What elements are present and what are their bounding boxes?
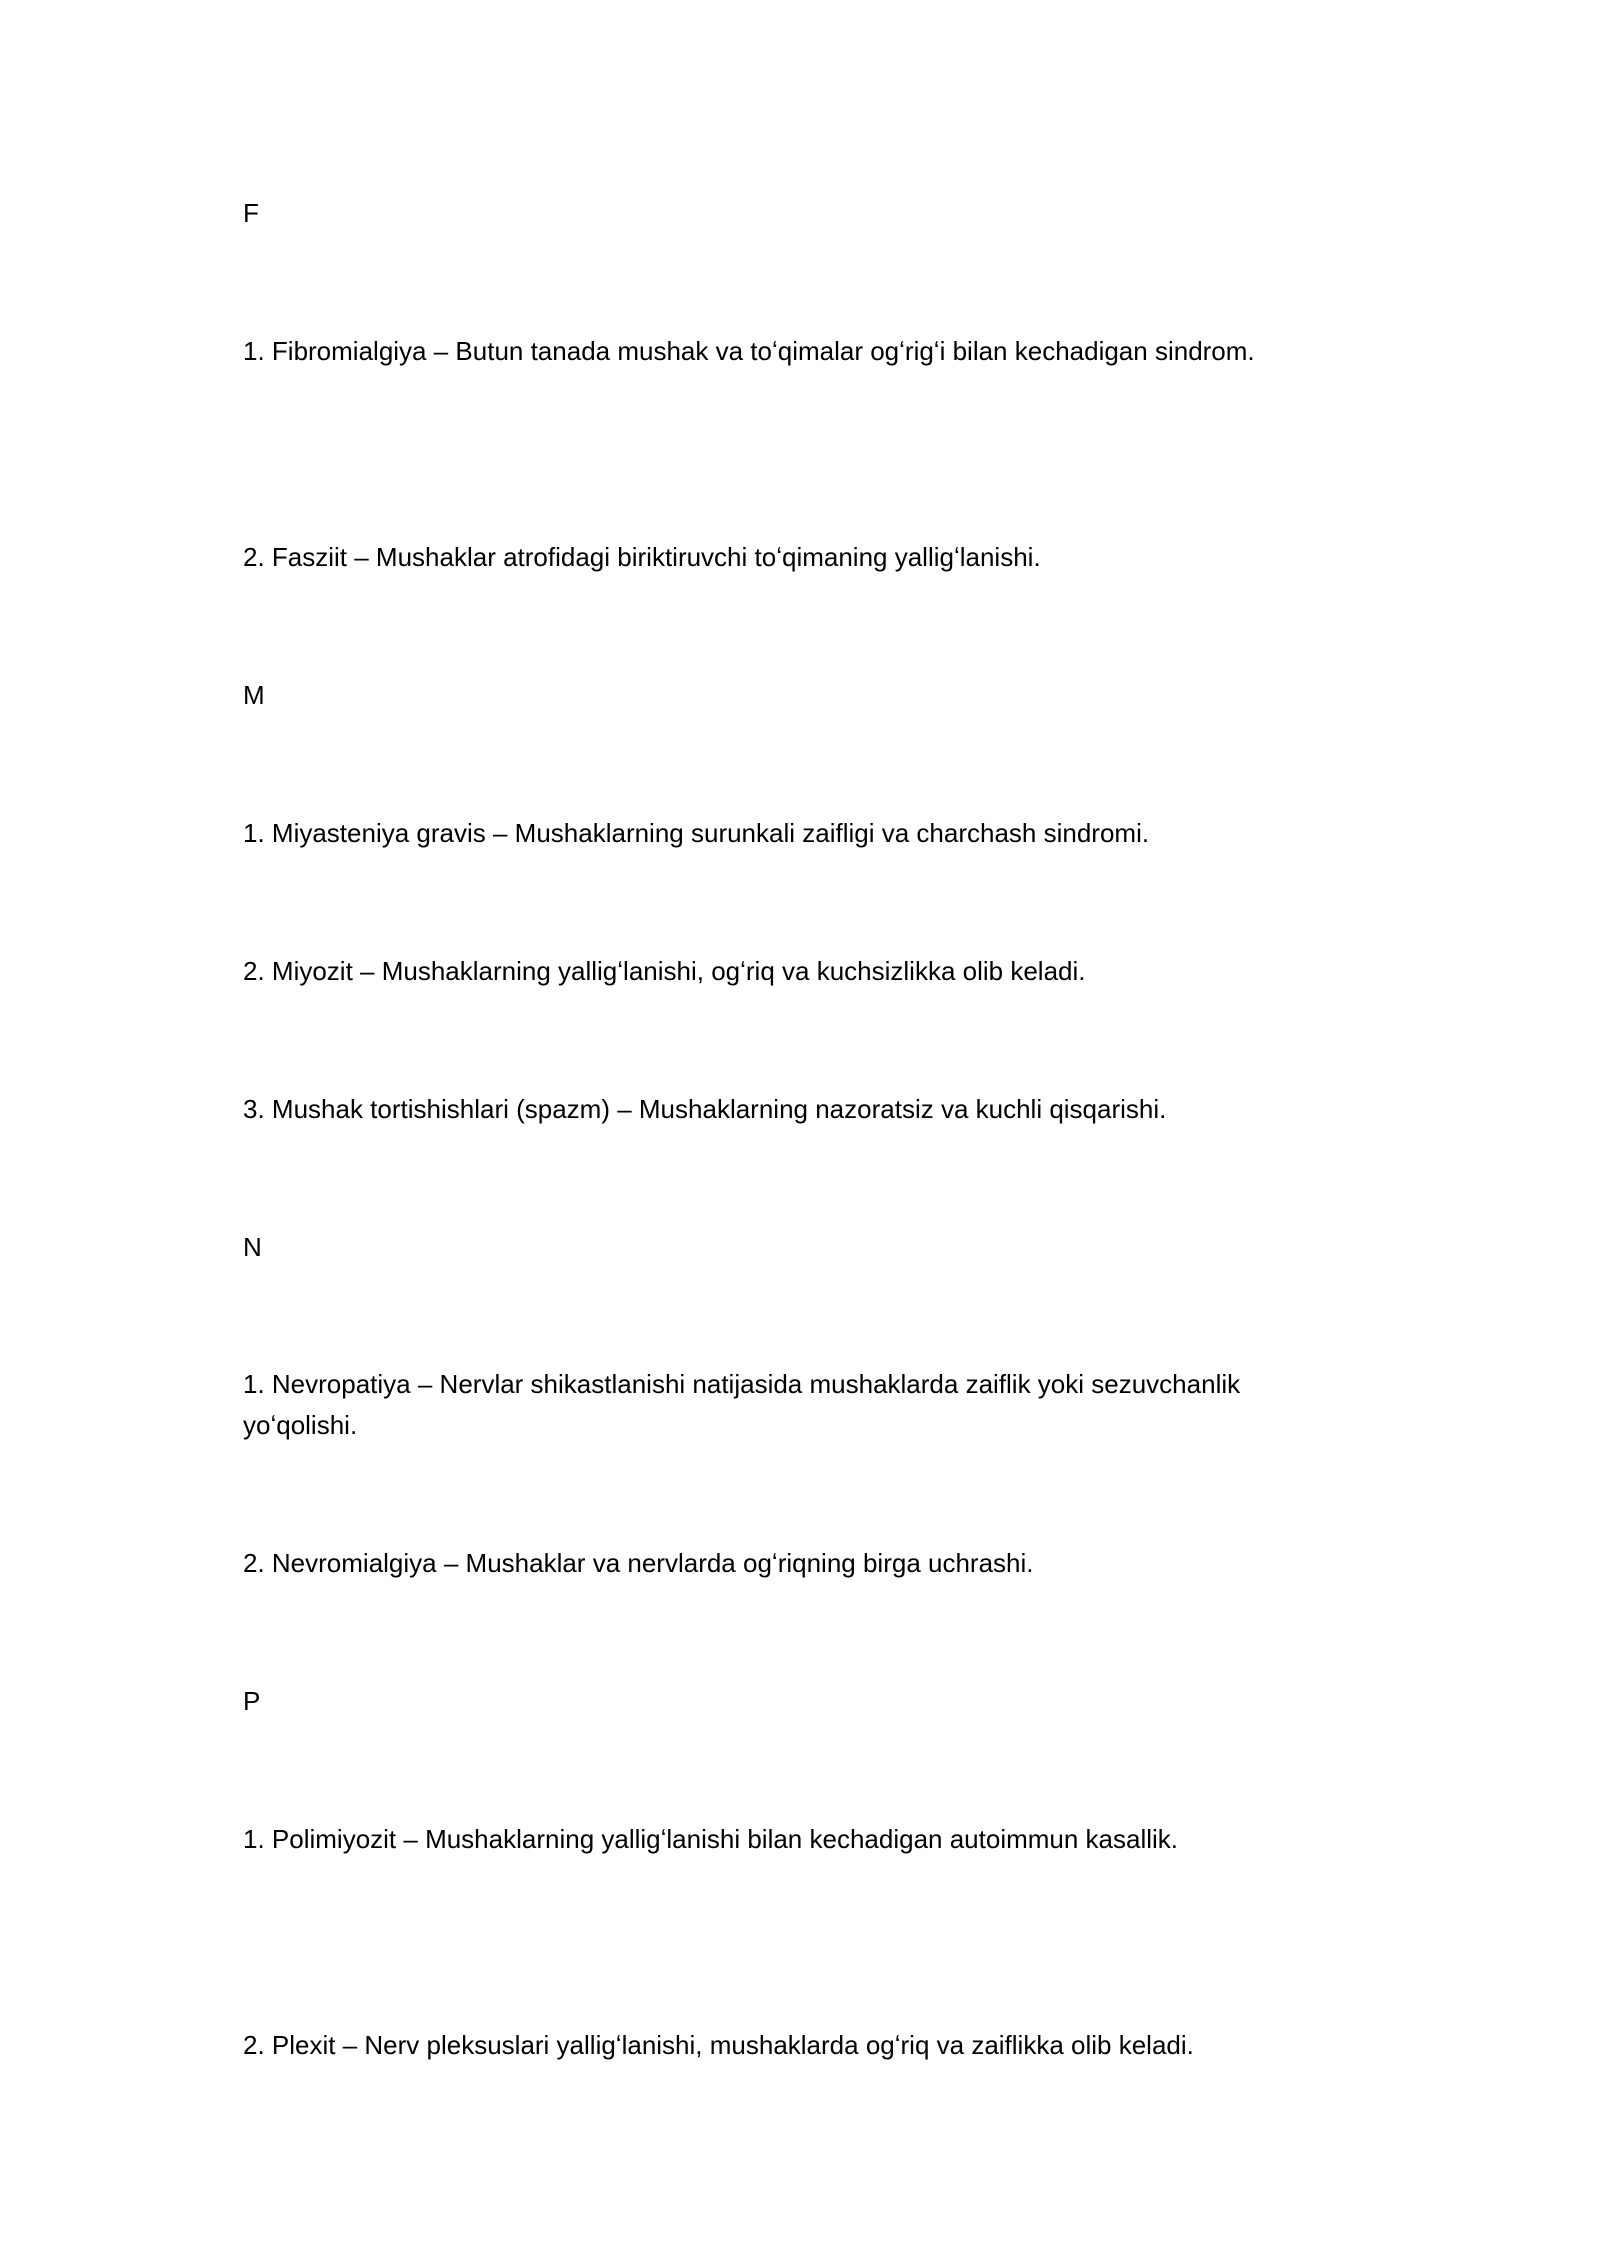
list-item: 1. Fibromialgiya – Butun tanada mushak va toʻqimalar ogʻrigʻi bilan kechadigan sindrom. [243, 336, 1255, 366]
list-item: 2. Fasziit – Mushaklar atrofidagi biriktiruvchi toʻqimaning yalligʻlanishi. [243, 542, 1041, 572]
section-letter-m: M [243, 680, 265, 710]
list-item: 2. Plexit – Nerv pleksuslari yalligʻlanishi, mushaklarda ogʻriq va zaiflikka olib keladi. [243, 2030, 1194, 2060]
section-letter-f: F [243, 198, 259, 228]
list-item: 1. Nevropatiya – Nervlar shikastlanishi natijasida mushaklarda zaiflik yoki sezuvchanlik yoʻqolishi. [243, 1369, 1241, 1440]
list-item: 1. Miyasteniya gravis – Mushaklarning surunkali zaifligi va charchash sindromi. [243, 818, 1150, 848]
section-letter-n: N [243, 1232, 262, 1262]
list-item: 3. Mushak tortishishlari (spazm) – Mushaklarning nazoratsiz va kuchli qisqarishi. [243, 1094, 1167, 1124]
list-item: 2. Miyozit – Mushaklarning yalligʻlanishi, ogʻriq va kuchsizlikka olib keladi. [243, 956, 1086, 986]
section-letter-p: P [243, 1686, 261, 1716]
list-item: 2. Nevromialgiya – Mushaklar va nervlarda ogʻriqning birga uchrashi. [243, 1548, 1034, 1578]
list-item: 1. Polimiyozit – Mushaklarning yalligʻlanishi bilan kechadigan autoimmun kasallik. [243, 1824, 1179, 1854]
